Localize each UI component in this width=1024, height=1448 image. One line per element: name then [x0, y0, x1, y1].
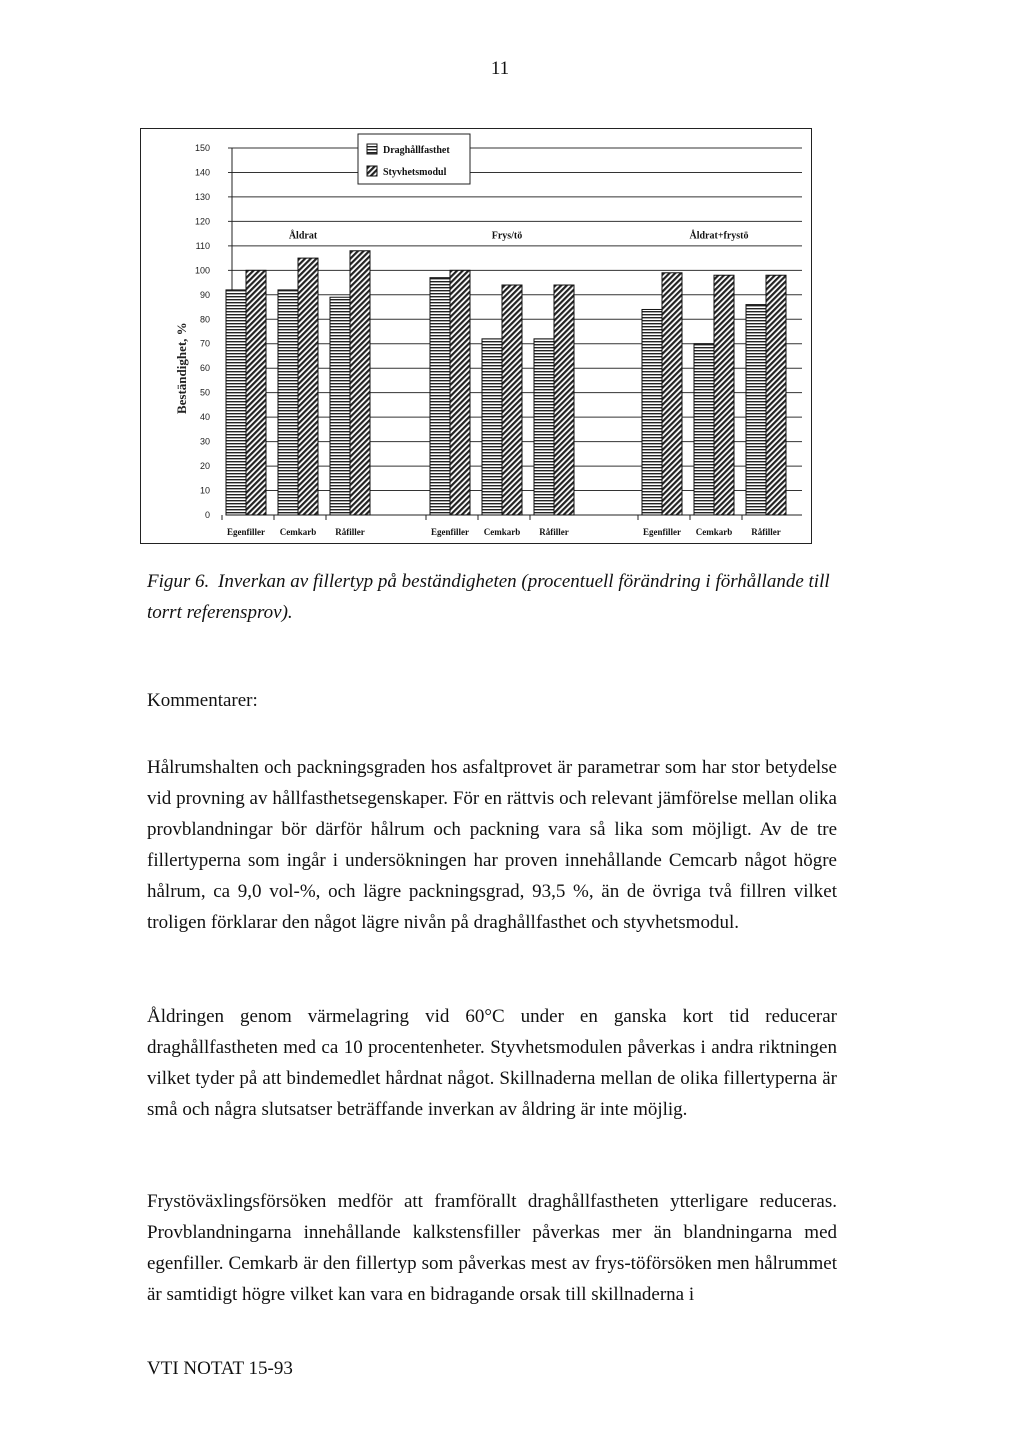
bar-chart [140, 128, 812, 544]
y-tick-label: 0 [204, 510, 210, 520]
x-category-label: Egenfiller [227, 527, 265, 537]
paragraph-3: Frystöväxlingsförsöken medför att framförallt draghållfastheten ytterligare reduceras. Provblandningarna innehållande kalkstensfiller påverkas mer än blandningarna med egenfiller. Cemkarb är den fillertyp som påverkas mest av frys-töförsöken men hålrummet är samtidigt högre vilket kan vara en bidragande orsak till skillnaderna i [147, 1191, 837, 1305]
bar-styvhetsmodul [450, 270, 470, 515]
legend-label: Styvhetsmodul [383, 167, 447, 178]
y-tick-label: 50 [199, 387, 210, 398]
y-tick-label: 130 [194, 191, 210, 202]
footer-report-id: VTI NOTAT 15-93 [147, 1358, 293, 1379]
page-number: 11 [490, 58, 510, 79]
legend-label: Draghållfasthet [383, 145, 450, 156]
bar-draghallfasthet [482, 339, 502, 515]
bar-draghallfasthet [430, 278, 450, 515]
y-axis-title: Beständighet, % [174, 322, 189, 415]
y-tick-label: 70 [199, 338, 210, 349]
bar-draghallfasthet [642, 309, 662, 515]
y-tick-label: 40 [199, 412, 210, 423]
y-tick-label: 100 [194, 265, 210, 276]
bar-draghallfasthet [694, 344, 714, 515]
y-tick-label: 20 [199, 461, 210, 472]
y-tick-label: 10 [199, 485, 210, 496]
bar-styvhetsmodul [554, 285, 574, 515]
bar-styvhetsmodul [766, 275, 786, 515]
caption-text: Inverkan av fillertyp på beständigheten (procentuell förändring i förhållande till torrt referensprov). [147, 571, 830, 623]
comments-heading: Kommentarer: [147, 690, 258, 711]
legend [358, 134, 470, 184]
bar-draghallfasthet [226, 290, 246, 515]
x-category-label: Råfiller [751, 527, 781, 537]
x-category-label: Egenfiller [431, 527, 469, 537]
bar-styvhetsmodul [502, 285, 522, 515]
group-label: Åldrat+frystö [689, 230, 749, 242]
x-category-label: Egenfiller [643, 527, 681, 537]
bar-styvhetsmodul [246, 270, 266, 515]
bar-draghallfasthet [278, 290, 298, 515]
bar-styvhetsmodul [714, 275, 734, 515]
bar-styvhetsmodul [298, 258, 318, 515]
y-tick-label: 120 [194, 216, 210, 227]
caption-label: Figur 6. [147, 571, 210, 592]
paragraph-1: Hålrumshalten och packningsgraden hos asfaltprovet är parametrar som har stor betydelse vid provning av hållfasthetsegenskaper. För en rättvis och relevant jämförelse mellan olika provblandningar bör därför hålrum och packning vara så lika som möjligt. Av de tre fillertyperna som ingår i undersökningen har proven innehållande Cemcarb något högre hålrum, ca 9,0 vol-%, och lägre packningsgrad, 93,5 %, än de övriga två fillren vilket troligen förklarar den något lägre nivån på draghållfasthet och styvhetsmodul. [147, 757, 837, 933]
y-tick-label: 150 [194, 143, 210, 153]
x-category-label: Cemkarb [695, 527, 733, 537]
x-category-label: Cemkarb [279, 527, 317, 537]
group-label: Åldrat [288, 230, 318, 242]
bar-draghallfasthet [534, 339, 554, 515]
legend-swatch [367, 166, 377, 176]
bar-draghallfasthet [746, 305, 766, 515]
bar-styvhetsmodul [662, 273, 682, 515]
bar-draghallfasthet [330, 297, 350, 515]
chart-svg [140, 128, 812, 544]
legend-swatch [367, 144, 377, 154]
x-category-label: Cemkarb [483, 527, 521, 537]
y-tick-label: 80 [199, 314, 210, 325]
y-tick-label: 90 [199, 289, 210, 300]
figure-caption [147, 566, 847, 628]
x-category-label: Råfiller [335, 527, 365, 537]
y-tick-label: 110 [195, 240, 210, 251]
paragraph-2: Åldringen genom värmelagring vid 60°C under en ganska kort tid reducerar draghållfastheten med ca 10 procentenheter. Styvhetsmodulen påverkas i andra riktningen vilket tyder på att bindemedlet hårdnat något. Skillnaderna mellan de olika fillertyperna är små och några slutsatser beträffande inverkan av åldring är inte möjlig. [147, 1006, 837, 1120]
group-label: Frys/tö [491, 230, 523, 242]
y-tick-label: 30 [199, 436, 210, 447]
y-tick-label: 140 [194, 167, 210, 178]
y-tick-label: 60 [199, 363, 210, 374]
x-category-label: Råfiller [539, 527, 569, 537]
bar-styvhetsmodul [350, 251, 370, 515]
